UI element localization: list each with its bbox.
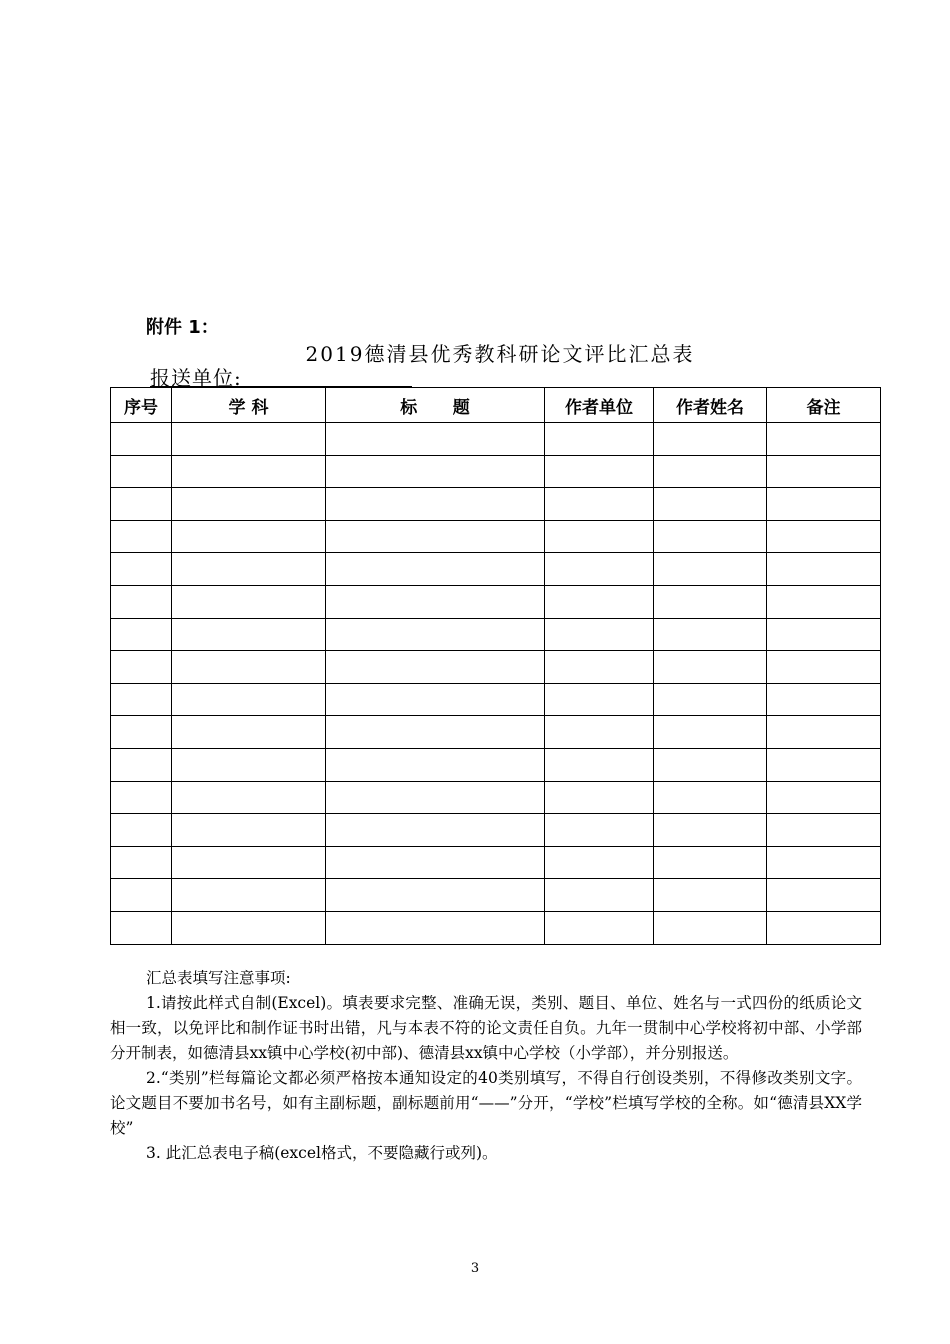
table-cell: [767, 520, 881, 553]
table-cell: [111, 423, 172, 456]
note-item: 1.请按此样式自制(Excel)。填表要求完整、准确无误，类别、题目、单位、姓名与一式四份的纸质论文相一致，以免评比和制作证书时出错，凡与本表不符的论文责任自负。九年一贯制中心学校将初中部、小学部分开制表，如德清县xx镇中心学校(初中部)、德清县xx镇中心学校（小学部），并分别报送。: [110, 994, 862, 1062]
table-cell: [654, 651, 767, 684]
table-cell: [111, 651, 172, 684]
table-cell: [654, 748, 767, 781]
table-row: [111, 748, 881, 781]
header-author-name: 作者姓名: [654, 388, 767, 423]
table-cell: [545, 618, 654, 651]
table-cell: [172, 781, 326, 814]
table-cell: [545, 651, 654, 684]
table-cell: [545, 846, 654, 879]
table-cell: [654, 683, 767, 716]
notes-section: [110, 966, 862, 1166]
report-unit-label: 报送单位:: [150, 366, 242, 390]
table-cell: [172, 814, 326, 847]
table-cell: [326, 585, 545, 618]
table-cell: [111, 618, 172, 651]
summary-table: [110, 387, 881, 945]
table-cell: [654, 781, 767, 814]
table-cell: [326, 846, 545, 879]
table-cell: [326, 520, 545, 553]
table-cell: [326, 879, 545, 912]
header-author-unit: 作者单位: [545, 388, 654, 423]
table-cell: [654, 455, 767, 488]
note-item: 2.“类别”栏每篇论文都必须严格按本通知设定的40类别填写，不得自行创设类别，不得修改类别文字。论文题目不要加书名号，如有主副标题，副标题前用“——”分开，“学校”栏填写学校的全称。如“德清县XX学校”: [110, 1069, 862, 1137]
table-cell: [172, 846, 326, 879]
table-cell: [111, 911, 172, 944]
table-cell: [767, 911, 881, 944]
table-cell: [172, 911, 326, 944]
table-cell: [654, 716, 767, 749]
table-cell: [326, 455, 545, 488]
table-cell: [172, 585, 326, 618]
table-cell: [111, 846, 172, 879]
table-row: [111, 455, 881, 488]
table-cell: [654, 488, 767, 521]
table-cell: [545, 553, 654, 586]
table-cell: [767, 781, 881, 814]
table-cell: [767, 423, 881, 456]
table-cell: [545, 748, 654, 781]
table-cell: [654, 911, 767, 944]
table-cell: [654, 814, 767, 847]
table-cell: [654, 520, 767, 553]
table-cell: [172, 879, 326, 912]
table-cell: [545, 488, 654, 521]
table-cell: [326, 911, 545, 944]
table-cell: [111, 781, 172, 814]
table-row: [111, 716, 881, 749]
table-cell: [545, 879, 654, 912]
table-cell: [767, 879, 881, 912]
header-index: 序号: [111, 388, 172, 423]
table-cell: [172, 651, 326, 684]
table-cell: [767, 651, 881, 684]
table-cell: [767, 553, 881, 586]
table-cell: [172, 748, 326, 781]
table-cell: [654, 423, 767, 456]
table-cell: [172, 455, 326, 488]
table-cell: [111, 683, 172, 716]
table-cell: [326, 651, 545, 684]
table-cell: [545, 814, 654, 847]
table-cell: [654, 585, 767, 618]
table-cell: [172, 618, 326, 651]
table-cell: [767, 846, 881, 879]
table-cell: [654, 553, 767, 586]
table-cell: [111, 520, 172, 553]
table-row: [111, 618, 881, 651]
table-cell: [326, 781, 545, 814]
table-cell: [767, 716, 881, 749]
table-cell: [545, 423, 654, 456]
table-cell: [111, 488, 172, 521]
table-row: [111, 423, 881, 456]
note-item: 3. 此汇总表电子稿(excel格式，不要隐藏行或列)。: [146, 1144, 498, 1162]
table-row: [111, 879, 881, 912]
table-row: [111, 846, 881, 879]
table-cell: [172, 716, 326, 749]
table-cell: [172, 423, 326, 456]
table-cell: [767, 814, 881, 847]
table-cell: [111, 585, 172, 618]
table-row: [111, 488, 881, 521]
table-row: [111, 585, 881, 618]
table-cell: [326, 814, 545, 847]
table-cell: [767, 585, 881, 618]
table-cell: [767, 683, 881, 716]
table-cell: [654, 618, 767, 651]
attachment-label: 附件 1：: [146, 317, 219, 338]
table-cell: [111, 455, 172, 488]
header-subject: 学 科: [172, 388, 326, 423]
table-row: [111, 911, 881, 944]
table-cell: [111, 553, 172, 586]
table-cell: [326, 423, 545, 456]
table-cell: [545, 781, 654, 814]
table-cell: [326, 716, 545, 749]
table-cell: [326, 683, 545, 716]
header-title: 标 题: [326, 388, 545, 423]
table-row: [111, 520, 881, 553]
table-cell: [767, 748, 881, 781]
table-cell: [545, 683, 654, 716]
table-cell: [326, 748, 545, 781]
table-cell: [326, 553, 545, 586]
table-cell: [767, 488, 881, 521]
table-cell: [111, 814, 172, 847]
notes-heading: 汇总表填写注意事项:: [146, 969, 291, 987]
table-row: [111, 781, 881, 814]
table-cell: [654, 879, 767, 912]
table-row: [111, 651, 881, 684]
table-cell: [767, 455, 881, 488]
header-remarks: 备注: [767, 388, 881, 423]
table-cell: [767, 618, 881, 651]
table-cell: [172, 488, 326, 521]
page-number: 3: [470, 1261, 480, 1276]
table-cell: [545, 911, 654, 944]
table-cell: [111, 748, 172, 781]
table-row: [111, 814, 881, 847]
table-cell: [172, 553, 326, 586]
table-cell: [545, 716, 654, 749]
table-cell: [111, 716, 172, 749]
table-cell: [545, 455, 654, 488]
table-cell: [111, 879, 172, 912]
table-header-row: [111, 388, 881, 423]
table-cell: [654, 846, 767, 879]
table-row: [111, 683, 881, 716]
page-title: 2019德清县优秀教科研论文评比汇总表: [305, 342, 695, 366]
table-cell: [326, 618, 545, 651]
table-cell: [172, 683, 326, 716]
table-cell: [172, 520, 326, 553]
table-cell: [326, 488, 545, 521]
table-row: [111, 553, 881, 586]
table-cell: [545, 585, 654, 618]
table-cell: [545, 520, 654, 553]
